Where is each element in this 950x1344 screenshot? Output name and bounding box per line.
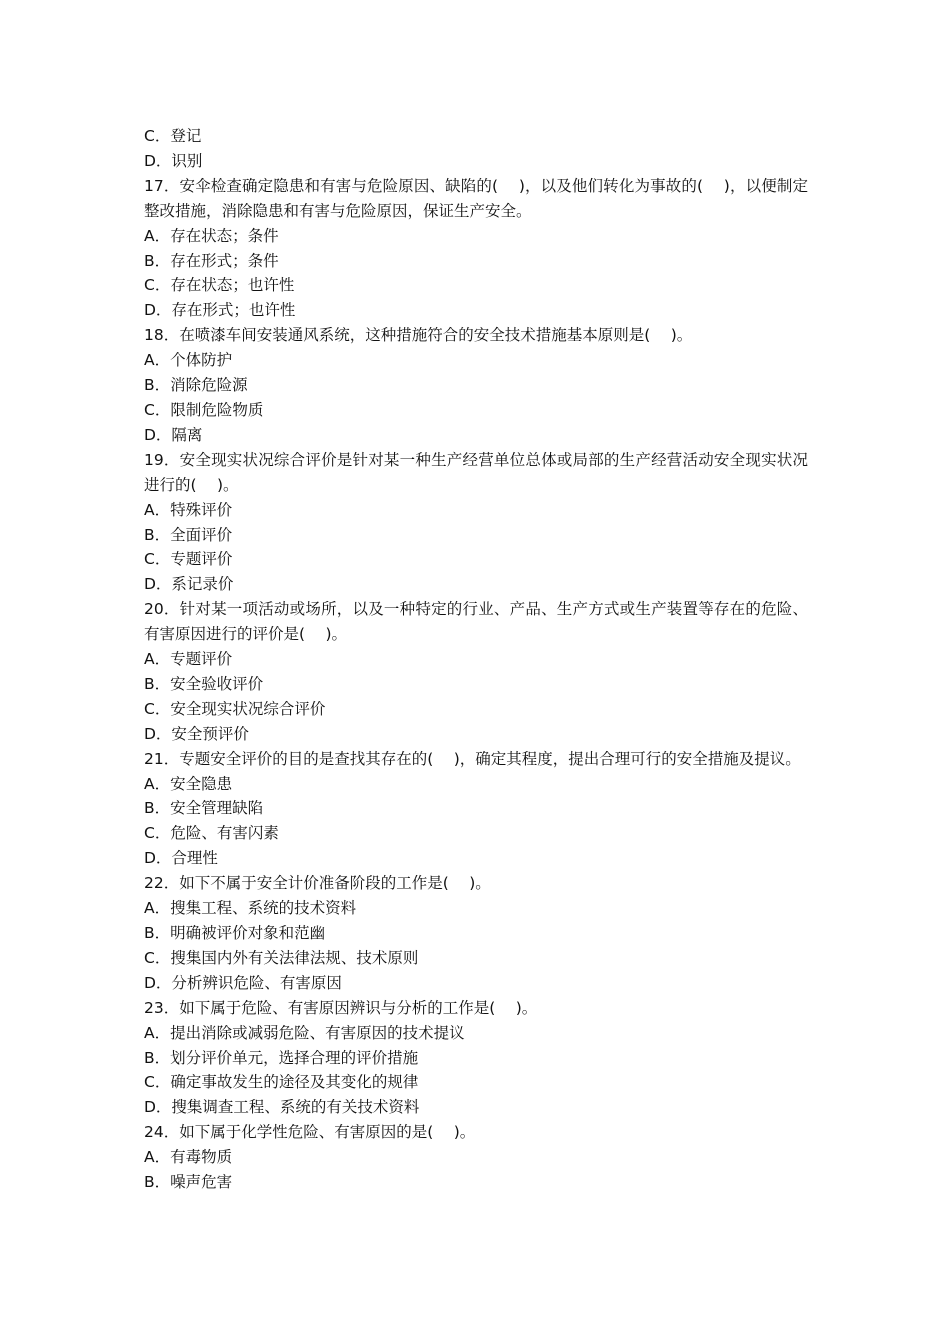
answer-option: B．安全验收评价 bbox=[144, 674, 264, 693]
answer-option: C．存在状态；也许性 bbox=[144, 276, 295, 295]
answer-option: C．限制危险物质 bbox=[144, 400, 264, 419]
question-text: 23．如下属于危险、有害原因辨识与分析的工作是( )。 bbox=[144, 998, 538, 1017]
answer-option: D．隔离 bbox=[144, 425, 203, 444]
answer-option: D．搜集调查工程、系统的有关技术资料 bbox=[144, 1098, 420, 1117]
answer-option: D．系记录价 bbox=[144, 575, 234, 594]
document-page bbox=[144, 124, 808, 1195]
question-text: 17．安伞检查确定隐患和有害与危险原因、缺陷的( )，以及他们转化为事故的( )，以便制定整改措施，消除隐患和有害与危险原因，保证生产安全。 bbox=[144, 176, 808, 220]
answer-option: C．确定事故发生的途径及其变化的规律 bbox=[144, 1073, 419, 1092]
answer-option: A．提出消除或减弱危险、有害原因的技术提议 bbox=[144, 1023, 465, 1042]
answer-option: B．消除危险源 bbox=[144, 376, 248, 395]
question-text: 20．针对某一项活动或场所，以及一种特定的行业、产品、生产方式或生产装置等存在的危险、有害原因进行的评价是( )。 bbox=[144, 600, 808, 644]
answer-option: A．搜集工程、系统的技术资料 bbox=[144, 899, 357, 918]
answer-option: A．有毒物质 bbox=[144, 1148, 233, 1167]
answer-option: C．专题评价 bbox=[144, 550, 233, 569]
answer-option: A．安全隐患 bbox=[144, 774, 233, 793]
answer-option: D．合理性 bbox=[144, 849, 218, 868]
answer-option: A．存在状态；条件 bbox=[144, 226, 279, 245]
answer-option: B．安全管理缺陷 bbox=[144, 799, 264, 818]
question-text: 22．如下不属于安全计价准备阶段的工作是( )。 bbox=[144, 874, 491, 893]
question-text: 21．专题安全评价的目的是查找其存在的( )，确定其程度，提出合理可行的安全措施及提议。 bbox=[144, 749, 801, 768]
answer-option: A．个体防护 bbox=[144, 351, 233, 370]
question-text: 19．安全现实状况综合评价是针对某一种生产经营单位总体或局部的生产经营活动安全现实状况进行的( )。 bbox=[144, 450, 808, 494]
question-text: 24．如下属于化学性危险、有害原因的是( )。 bbox=[144, 1123, 476, 1142]
answer-option: D．识别 bbox=[144, 151, 203, 170]
answer-option: B．存在形式；条件 bbox=[144, 251, 279, 270]
answer-option: B．划分评价单元，选择合理的评价措施 bbox=[144, 1048, 419, 1067]
answer-option: C．搜集国内外有关法律法规、技术原则 bbox=[144, 948, 419, 967]
answer-option: C．登记 bbox=[144, 127, 202, 145]
answer-option: B．明确被评价对象和范幽 bbox=[144, 924, 326, 942]
answer-option: D．安全预评价 bbox=[144, 724, 249, 743]
question-text: 18．在喷漆车间安装通风系统，这种措施符合的安全技术措施基本原则是( )。 bbox=[144, 326, 693, 345]
answer-option: C．安全现实状况综合评价 bbox=[144, 699, 326, 718]
answer-option: A．专题评价 bbox=[144, 650, 233, 669]
answer-option: C．危险、有害闪素 bbox=[144, 824, 279, 843]
answer-option: D．存在形式；也许性 bbox=[144, 301, 296, 320]
answer-option: A．特殊评价 bbox=[144, 500, 233, 519]
answer-option: B．全面评价 bbox=[144, 525, 233, 544]
answer-option: D．分析辨识危险、有害原因 bbox=[144, 973, 342, 992]
answer-option: B．噪声危害 bbox=[144, 1173, 233, 1192]
